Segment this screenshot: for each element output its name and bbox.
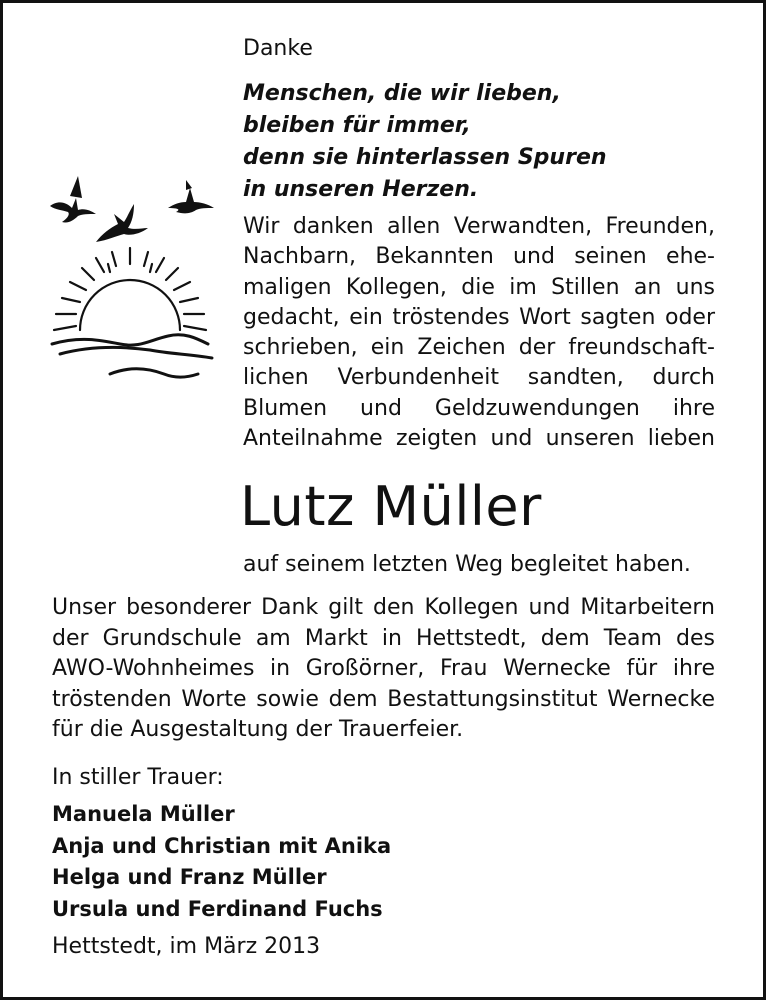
mourning-label: In stiller Trauer: <box>52 765 224 790</box>
hills-icon <box>52 335 212 377</box>
place-and-date: Hettstedt, im März 2013 <box>52 934 321 959</box>
after-name-text: auf seinem letzten Weg begleitet haben. <box>243 552 691 577</box>
heading-thanks: Danke <box>243 36 313 61</box>
mourner-name: Helga und Franz Müller <box>52 865 327 889</box>
special-thanks-paragraph: Unser besonderer Dank gilt den Kollegen und Mitarbeitern der Grundschule am Markt in Hettstedt, dem Team des AWO-Wohnheimes in Großörner, Frau Wernecke für ihre tröstenden Worte sowie dem Bestattungsinstitut Wernecke für die Ausgestaltung der Trauerfeier. <box>52 595 715 742</box>
birds-icon <box>50 176 214 242</box>
thanks-paragraph: Wir danken allen Verwandten, Freunden, Nachbarn, Bekannten und seinen ehemaligen Kollegen, die im Stillen an uns gedacht, ein tröstendes Wort sagten oder schrieben, ein Zeichen der freundschaftlichen Verbundenheit sandten, durch Blumen und Geldzuwendungen ihre Anteilnahme zeigten und unseren lieben <box>243 214 715 452</box>
mourners-list <box>52 799 391 925</box>
quote-line: bleiben für immer, <box>243 113 471 138</box>
mourner-name: Manuela Müller <box>52 802 235 826</box>
quote-line: denn sie hinterlassen Spuren <box>243 145 607 170</box>
birds-and-sunset-illustration <box>40 168 220 398</box>
deceased-name: Lutz Müller <box>240 475 542 538</box>
quote-line: in unseren Herzen. <box>243 177 479 202</box>
sun-icon <box>54 248 206 330</box>
mourner-name: Ursula und Ferdinand Fuchs <box>52 896 383 921</box>
quote-line: Menschen, die wir lieben, <box>243 81 561 106</box>
mourner-name: Anja und Christian mit Anika <box>52 833 392 858</box>
memorial-quote <box>243 78 723 206</box>
